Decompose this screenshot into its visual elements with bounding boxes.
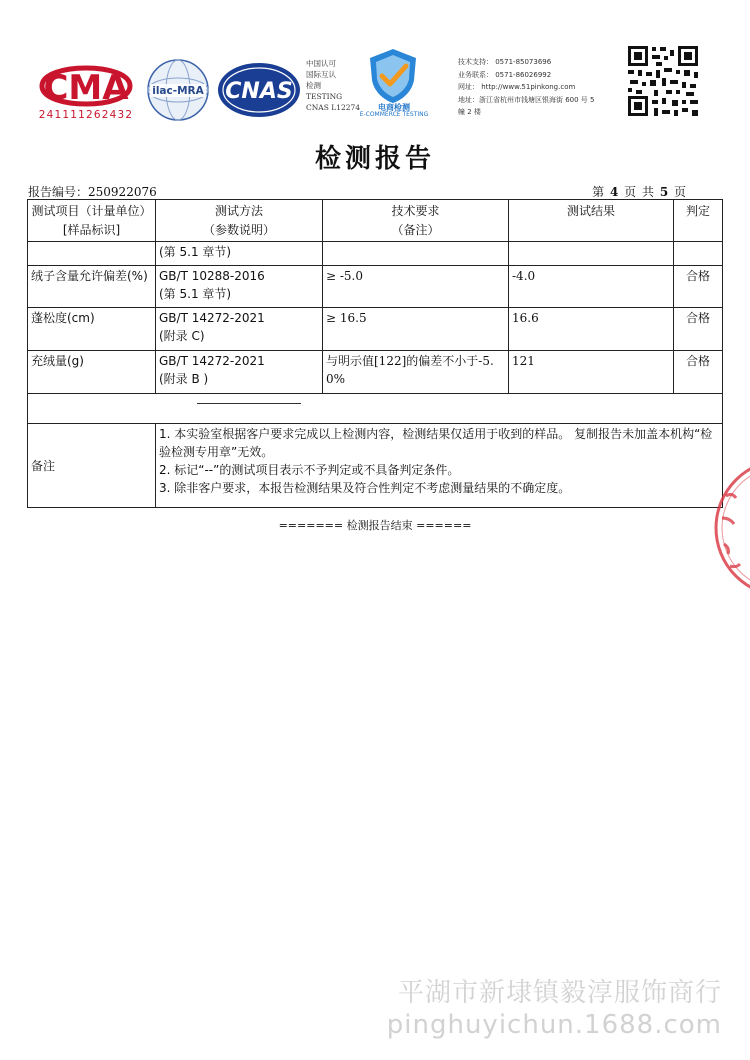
cma-logo-text: CMA bbox=[43, 68, 129, 108]
ilac-mra-logo bbox=[146, 58, 210, 122]
spacer-cell bbox=[28, 394, 723, 424]
divider-line bbox=[197, 403, 301, 404]
header-cell: 测试项目（计量单位） [样品标识] bbox=[28, 200, 156, 242]
ilac-logo-text: ilac-MRA bbox=[152, 85, 204, 97]
watermark-shop-url: pinghuyichun.1688.com bbox=[386, 1010, 722, 1040]
result-cell: -4.0 bbox=[509, 266, 674, 308]
accreditation-text bbox=[306, 58, 360, 113]
note-item: 3. 除非客户要求，本报告检测结果及符合性判定不考虑测量结果的不确定度。 bbox=[159, 481, 571, 495]
cert-line: 国际互认 bbox=[306, 70, 336, 79]
requirement-cell: ≥ 16.5 bbox=[323, 308, 509, 351]
result-cell: 16.6 bbox=[509, 308, 674, 351]
note-item: 1. 本实验室根据客户要求完成以上检测内容，检测结果仅适用于收到的样品。 复制报告未加盖本机构“检验检测专用章”无效。 bbox=[159, 427, 713, 459]
ecommerce-cn-label: 电商检测 bbox=[378, 103, 410, 112]
ecommerce-en-label: E-COMMERCE TESTING bbox=[359, 111, 429, 118]
table-spacer-row bbox=[28, 394, 723, 424]
method-cell: GB/T 10288-2016 (第 5.1 章节) bbox=[156, 266, 323, 308]
item-cell: 绒子含量允许偏差(%) bbox=[28, 266, 156, 308]
cma-number: 241111262432 bbox=[38, 109, 134, 121]
result-cell bbox=[509, 242, 674, 266]
requirement-cell: 与明示值[122]的偏差不小于-5.0% bbox=[323, 351, 509, 394]
verdict-cell: 合格 bbox=[674, 308, 723, 351]
notes-cell bbox=[156, 424, 723, 508]
report-number bbox=[28, 183, 157, 200]
requirement-cell bbox=[323, 242, 509, 266]
contact-info bbox=[458, 56, 595, 119]
method-cell: GB/T 14272-2021 (附录 C) bbox=[156, 308, 323, 351]
method-cell: GB/T 14272-2021 (附录 B ) bbox=[156, 351, 323, 394]
cert-line: 检测 bbox=[306, 81, 321, 90]
test-results-table bbox=[27, 199, 723, 508]
header-cell: 技术要求 （备注） bbox=[323, 200, 509, 242]
table-header-row bbox=[28, 200, 723, 242]
header-cell: 测试结果 bbox=[509, 200, 674, 242]
report-number-label: 报告编号： bbox=[28, 185, 89, 199]
verdict-cell: 合格 bbox=[674, 351, 723, 394]
report-end-marker: ======= 检测报告结束 ====== bbox=[278, 519, 472, 532]
official-seal-icon bbox=[700, 448, 750, 608]
result-cell: 121 bbox=[509, 351, 674, 394]
table-row bbox=[28, 351, 723, 394]
table-row bbox=[28, 242, 723, 266]
cnas-logo bbox=[216, 60, 302, 120]
item-cell: 充绒量(g) bbox=[28, 351, 156, 394]
ecommerce-shield-icon bbox=[360, 46, 426, 106]
notes-row bbox=[28, 424, 723, 508]
header-cell: 判定 bbox=[674, 200, 723, 242]
page-total: 5 bbox=[659, 185, 669, 199]
qr-code-icon bbox=[626, 44, 700, 118]
table-row bbox=[28, 308, 723, 351]
item-cell bbox=[28, 242, 156, 266]
item-cell: 蓬松度(cm) bbox=[28, 308, 156, 351]
contact-line: 幢 2 楼 bbox=[458, 108, 481, 116]
contact-line: 网址： http://www.51pinkong.com bbox=[458, 83, 576, 91]
notes-label: 备注 bbox=[28, 424, 156, 508]
watermark-shop-name: 平湖市新埭镇毅淳服饰商行 bbox=[397, 978, 722, 1008]
cert-line: 中国认可 bbox=[306, 59, 336, 68]
cnas-logo-text: CNAS bbox=[225, 79, 293, 104]
verdict-cell bbox=[674, 242, 723, 266]
report-number-value: 250922076 bbox=[88, 185, 157, 199]
cert-line: CNAS L12274 bbox=[306, 103, 361, 112]
requirement-cell: ≥ -5.0 bbox=[323, 266, 509, 308]
table-row bbox=[28, 266, 723, 308]
page-current: 4 bbox=[610, 185, 619, 199]
contact-line: 地址：浙江省杭州市钱塘区银海街 600 号 5 bbox=[458, 95, 595, 104]
contact-line: 技术支持： 0571-85073696 bbox=[458, 58, 552, 66]
report-title: 检测报告 bbox=[314, 144, 435, 174]
method-cell: (第 5.1 章节) bbox=[156, 242, 323, 266]
verdict-cell: 合格 bbox=[674, 266, 723, 308]
note-item: 2. 标记“--”的测试项目表示不予判定或不具备判定条件。 bbox=[159, 463, 460, 477]
page-indicator: 第 4 页 共 5 页 bbox=[592, 185, 686, 199]
contact-line: 业务联系： 0571-86026992 bbox=[458, 70, 552, 79]
cert-line: TESTING bbox=[306, 92, 343, 101]
header-cell: 测试方法 （参数说明） bbox=[156, 200, 323, 242]
